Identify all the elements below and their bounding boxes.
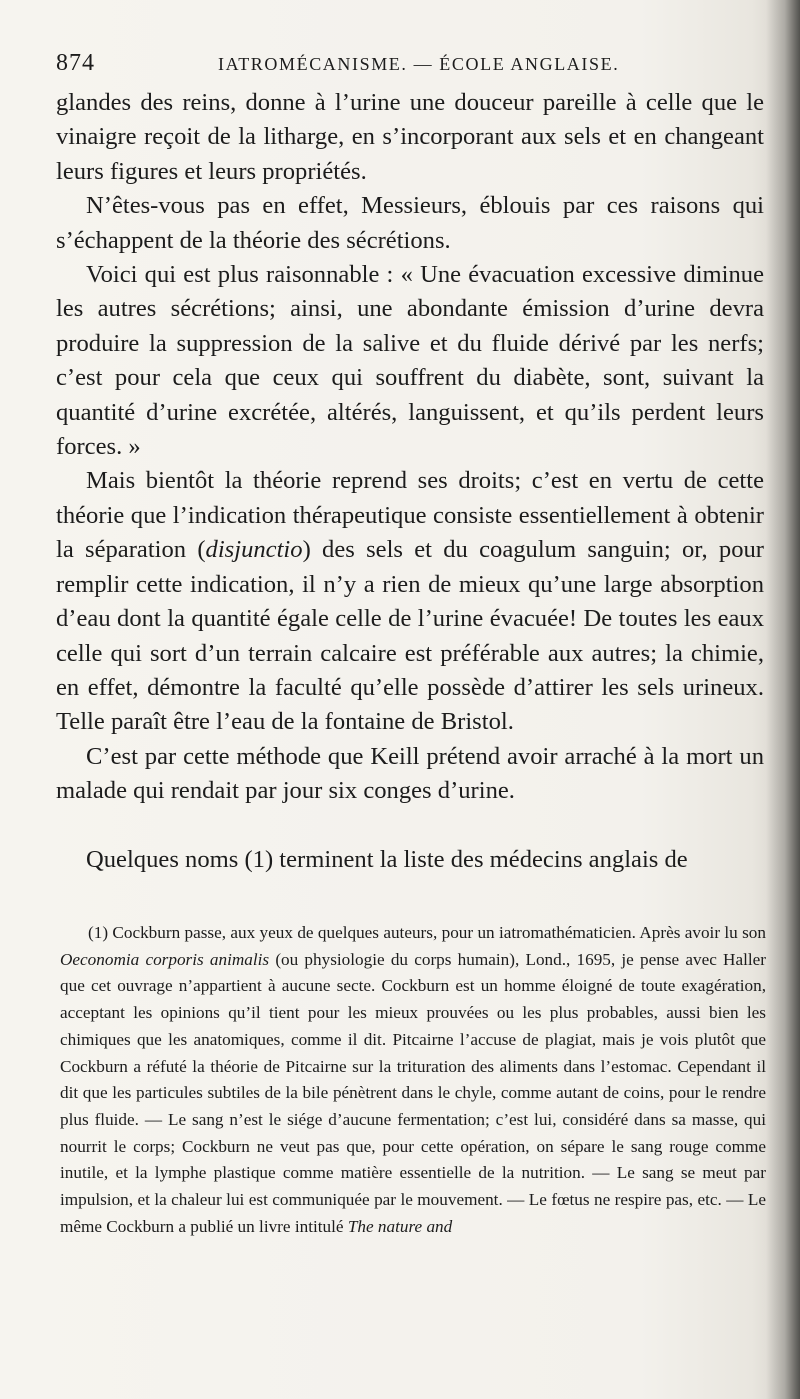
footnote-book-title: Oeconomia corporis animalis: [60, 949, 270, 969]
paragraph-3: Voici qui est plus raisonnable : « Une évacuation excessive diminue les autres sécrétions; ainsi, une abondante émission d’urine devra produire la suppression de la salive et du fluide dérivé par les nerfs; c’est pour cela que ceux qui souffrent du diabète, sont, suivant la quantité d’urine excrétée, altérés, languissent, et qu’ils perdent leurs forces. »: [56, 261, 764, 461]
spine-shadow: [766, 0, 800, 1399]
paragraph-4-start: Mais bientôt la théorie reprend ses droits; c’est en vertu de cette théorie que l’indication thérapeutique consiste essentiellement à obtenir la séparation (: [56, 467, 764, 564]
footnote-part-1: (1) Cockburn passe, aux yeux de quelques auteurs, pour un iatromathématicien. Après avoir lu son: [88, 923, 766, 942]
paragraph-1: glandes des reins, donne à l’urine une douceur pareille à celle que le vinaigre reçoit de la litharge, en s’incorporant aux sels et en changeant leurs figures et leurs propriétés.: [56, 89, 764, 185]
footnote-book-title-2: The nature and: [347, 1216, 453, 1236]
paragraph-6: Quelques noms (1) terminent la liste des médecins anglais de: [86, 846, 688, 873]
body-text: [56, 86, 764, 809]
footnote-part-2: (ou physiologie du corps humain), Lond., 1695, je pense avec Haller que cet ouvrage n’appartient à aucune secte. Cockburn est un homme éloigné de toute exagération, acceptant les opinions qu’il tient pour les mieux prouvées ou les plus probables, aussi bien les chimiques que les anatomiques, comme il dit. Pitcairne l’accuse de plagiat, mais je vois plutôt que Cockburn a réfuté la théorie de Pitcairne sur la trituration des aliments dans l’estomac. Cependant il dit que les particules subtiles de la bile pénètrent dans le chyle, comme autant de coins, pour le rendre plus fluide. — Le sang n’est le siége d’aucune fermentation; c’est lui, considéré dans sa masse, qui nourrit le corps; Cockburn ne veut pas que, pour cette opération, on sépare le sang rouge comme inutile, et la lymphe plastique comme matière essentielle de la nutrition. — Le sang se meut par impulsion, et la chaleur lui est communiquée par le mouvement. — Le fœtus ne respire pas, etc. — Le même Cockburn a publié un livre intitulé: [60, 949, 766, 1236]
page-number: 874: [56, 50, 95, 76]
page-header: [56, 50, 756, 84]
paragraph-4: [56, 464, 764, 739]
footnote-text: [60, 920, 766, 1240]
footnote: [60, 920, 766, 1240]
running-head: IATROMÉCANISME. — ÉCOLE ANGLAISE.: [218, 54, 620, 74]
latin-term: disjunctio: [205, 536, 303, 564]
paragraph-4-end: ) des sels et du coagulum sanguin; or, pour remplir cette indication, il n’y a rien de mieux qu’une large absorption d’eau dont la quantité égale celle de l’urine évacuée! De toutes les eaux celle qui sort d’un terrain calcaire est préférable aux autres; la chimie, en effet, démontre la faculté qu’elle possède d’attirer les sels urineux. Telle paraît être l’eau de la fontaine de Bristol.: [56, 536, 764, 736]
paragraph-2: N’êtes-vous pas en effet, Messieurs, éblouis par ces raisons qui s’échappent de la théorie des sécrétions.: [56, 192, 764, 254]
paragraph-5: C’est par cette méthode que Keill prétend avoir arraché à la mort un malade qui rendait par jour six conges d’urine.: [56, 742, 764, 805]
